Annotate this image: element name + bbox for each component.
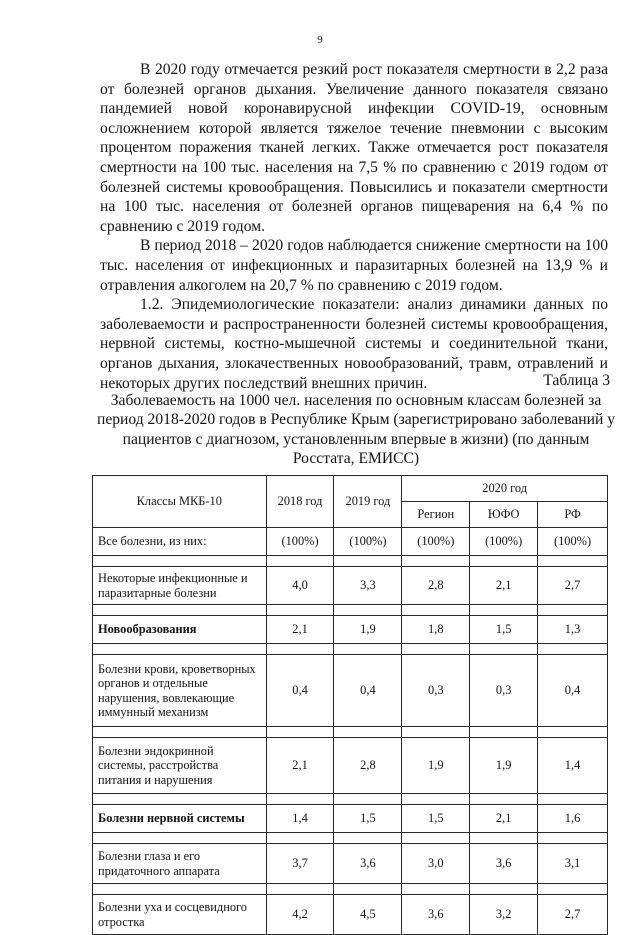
table-row-spacer [93, 833, 608, 844]
spacer-cell [334, 794, 402, 805]
table-row-spacer [93, 884, 608, 895]
spacer-cell [266, 884, 334, 895]
incidence-table [92, 475, 608, 935]
header-2020: 2020 год [402, 476, 608, 502]
spacer-cell [93, 833, 267, 844]
value-region: (100%) [402, 528, 470, 556]
disease-class-name: Болезни нервной системы [93, 805, 267, 833]
value-v2018: 4,0 [266, 567, 334, 605]
spacer-cell [266, 794, 334, 805]
spacer-cell [93, 884, 267, 895]
value-ufo: 2,1 [470, 567, 538, 605]
spacer-cell [538, 794, 608, 805]
header-2019: 2019 год [334, 476, 402, 528]
spacer-cell [470, 727, 538, 738]
value-v2019: 4,5 [334, 895, 402, 935]
disease-class-name: Все болезни, из них: [93, 528, 267, 556]
spacer-cell [470, 833, 538, 844]
value-rf: 1,3 [538, 616, 608, 644]
value-v2019: 3,3 [334, 567, 402, 605]
table-row [93, 528, 608, 556]
spacer-cell [538, 833, 608, 844]
value-ufo: 3,2 [470, 895, 538, 935]
header-class: Классы МКБ-10 [93, 476, 267, 528]
value-v2019: 2,8 [334, 738, 402, 794]
value-ufo: 3,6 [470, 844, 538, 884]
spacer-cell [538, 556, 608, 567]
value-region: 3,0 [402, 844, 470, 884]
table-row-spacer [93, 605, 608, 616]
value-region: 1,8 [402, 616, 470, 644]
table-row [93, 738, 608, 794]
disease-class-name: Болезни эндокринной системы, расстройства питания и нарушения [93, 738, 267, 794]
table-row-spacer [93, 644, 608, 655]
table-row [93, 655, 608, 727]
spacer-cell [470, 605, 538, 616]
paragraph-mortality-2020: В 2020 году отмечается резкий рост показателя смертности в 2,2 раза от болезней органов дыхания. Увеличение данного показателя связано пандемией новой коронавирусной инфекции COVID-19, основным осложнением которой является тяжелое течение пневмонии с высоким процентом поражения тканей легких. Также отмечается рост показателя смертности на 100 тыс. населения на 7,5 % по сравнению с 2019 годом от болезней системы кровообращения. Повысились и показатели смертности на 100 тыс. населения от болезней органов пищеварения на 6,4 % по сравнению с 2019 годом. [100, 61, 608, 235]
table-row [93, 844, 608, 884]
value-ufo: 1,5 [470, 616, 538, 644]
spacer-cell [334, 605, 402, 616]
spacer-cell [266, 644, 334, 655]
spacer-cell [334, 884, 402, 895]
value-rf: 2,7 [538, 895, 608, 935]
spacer-cell [93, 605, 267, 616]
spacer-cell [538, 605, 608, 616]
spacer-cell [334, 727, 402, 738]
value-rf: 2,7 [538, 567, 608, 605]
value-rf: 1,4 [538, 738, 608, 794]
value-v2019: 3,6 [334, 844, 402, 884]
disease-class-name: Болезни крови, кроветворных органов и отдельные нарушения, вовлекающие иммунный механизм [93, 655, 267, 727]
spacer-cell [538, 644, 608, 655]
value-v2019: (100%) [334, 528, 402, 556]
spacer-cell [402, 727, 470, 738]
disease-class-name: Болезни уха и сосцевидного отростка [93, 895, 267, 935]
table-caption: Таблица 3 [543, 372, 610, 389]
table-row-spacer [93, 794, 608, 805]
value-ufo: 1,9 [470, 738, 538, 794]
value-v2018: 2,1 [266, 738, 334, 794]
value-v2018: (100%) [266, 528, 334, 556]
spacer-cell [266, 727, 334, 738]
spacer-cell [402, 605, 470, 616]
spacer-cell [93, 644, 267, 655]
header-region: Регион [402, 502, 470, 528]
value-rf: 3,1 [538, 844, 608, 884]
spacer-cell [266, 833, 334, 844]
value-ufo: (100%) [470, 528, 538, 556]
spacer-cell [470, 556, 538, 567]
page-number: 9 [317, 34, 323, 46]
table-row-spacer [93, 556, 608, 567]
table-row [93, 616, 608, 644]
table-row [93, 567, 608, 605]
value-region: 3,6 [402, 895, 470, 935]
value-v2019: 1,5 [334, 805, 402, 833]
value-v2018: 2,1 [266, 616, 334, 644]
value-v2018: 4,2 [266, 895, 334, 935]
header-ufo: ЮФО [470, 502, 538, 528]
spacer-cell [93, 727, 267, 738]
header-2018: 2018 год [266, 476, 334, 528]
spacer-cell [538, 884, 608, 895]
value-region: 1,5 [402, 805, 470, 833]
spacer-cell [266, 605, 334, 616]
value-region: 0,3 [402, 655, 470, 727]
spacer-cell [334, 644, 402, 655]
value-rf: 0,4 [538, 655, 608, 727]
table-row [93, 805, 608, 833]
table-row-spacer [93, 727, 608, 738]
disease-class-name: Некоторые инфекционные и паразитарные болезни [93, 567, 267, 605]
table-row [93, 895, 608, 935]
spacer-cell [402, 794, 470, 805]
spacer-cell [93, 794, 267, 805]
spacer-cell [402, 556, 470, 567]
value-v2018: 0,4 [266, 655, 334, 727]
spacer-cell [334, 556, 402, 567]
paragraph-mortality-decline: В период 2018 – 2020 годов наблюдается снижение смертности на 100 тыс. населения от инфекционных и паразитарных болезней на 13,9 % и отравления алкоголем на 20,7 % по сравнению с 2019 годом. [100, 237, 608, 294]
value-region: 1,9 [402, 738, 470, 794]
value-ufo: 0,3 [470, 655, 538, 727]
paragraph-section-1-2: 1.2. Эпидемиологические показатели: анализ динамики данных по заболеваемости и распространенности болезней системы кровообращения, нервной системы, костно-мышечной системы и соединительной ткани, органов дыхания, злокачественных новообразований, травм, отравлений и некоторых других последствий внешних причин. [100, 296, 608, 392]
spacer-cell [470, 884, 538, 895]
value-ufo: 2,1 [470, 805, 538, 833]
table-body [93, 528, 608, 935]
spacer-cell [470, 644, 538, 655]
table-title: Заболеваемость на 1000 чел. населения по основным классам болезней за период 2018-2020 годов в Республике Крым (зарегистрировано заболеваний у пациентов с диагнозом, установленным впервые в жизни) (по данным Росстата, ЕМИСС) [96, 392, 616, 468]
header-rf: РФ [538, 502, 608, 528]
disease-class-name: Болезни глаза и его придаточного аппарата [93, 844, 267, 884]
spacer-cell [402, 884, 470, 895]
spacer-cell [334, 833, 402, 844]
spacer-cell [470, 794, 538, 805]
value-v2018: 3,7 [266, 844, 334, 884]
value-region: 2,8 [402, 567, 470, 605]
spacer-cell [538, 727, 608, 738]
spacer-cell [402, 644, 470, 655]
disease-class-name: Новообразования [93, 616, 267, 644]
value-rf: 1,6 [538, 805, 608, 833]
spacer-cell [93, 556, 267, 567]
body-text [100, 60, 608, 393]
value-v2019: 1,9 [334, 616, 402, 644]
spacer-cell [402, 833, 470, 844]
spacer-cell [266, 556, 334, 567]
value-v2018: 1,4 [266, 805, 334, 833]
value-v2019: 0,4 [334, 655, 402, 727]
value-rf: (100%) [538, 528, 608, 556]
